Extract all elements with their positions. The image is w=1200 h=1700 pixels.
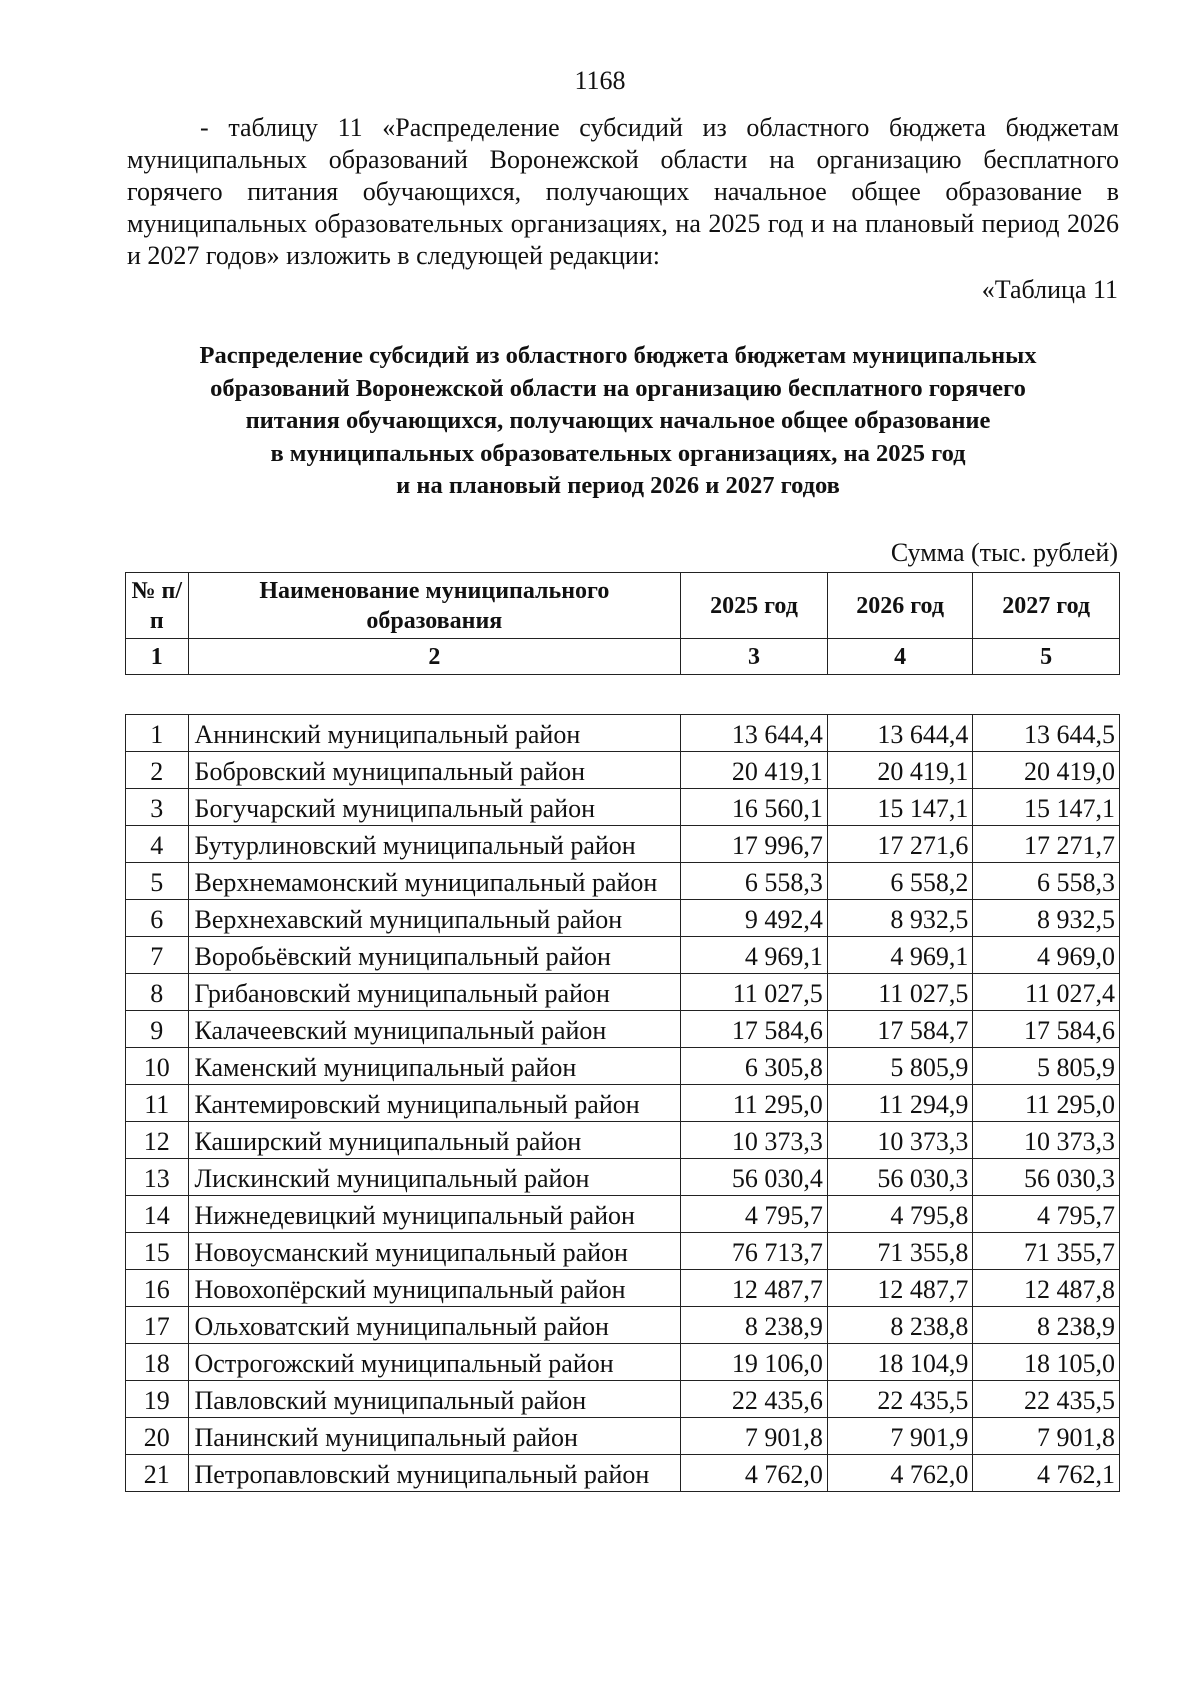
amount-2026: 56 030,3: [827, 1159, 973, 1196]
amount-2026: 4 969,1: [827, 937, 973, 974]
page-number: 1168: [574, 66, 626, 95]
row-number: 7: [126, 937, 189, 974]
subsidy-table: [125, 714, 1120, 1492]
municipality-name: Бобровский муниципальный район: [188, 752, 681, 789]
municipality-name: Каменский муниципальный район: [188, 1048, 681, 1085]
amount-2026: 17 271,6: [827, 826, 973, 863]
amount-2027: 8 238,9: [973, 1307, 1120, 1344]
column-number: 5: [973, 639, 1120, 675]
header-row: [126, 573, 1120, 639]
municipality-name: Грибановский муниципальный район: [188, 974, 681, 1011]
municipality-name: Ольховатский муниципальный район: [188, 1307, 681, 1344]
table-title-line: в муниципальных образовательных организациях, на 2025 год: [270, 439, 966, 467]
amount-2027: 7 901,8: [973, 1418, 1120, 1455]
row-number: 20: [126, 1418, 189, 1455]
column-number-row: [126, 639, 1120, 675]
amount-2027: 18 105,0: [973, 1344, 1120, 1381]
municipality-name: Кантемировский муниципальный район: [188, 1085, 681, 1122]
table-row: [126, 1122, 1120, 1159]
amount-2025: 76 713,7: [681, 1233, 828, 1270]
row-number: 12: [126, 1122, 189, 1159]
row-number: 3: [126, 789, 189, 826]
table-row: [126, 1196, 1120, 1233]
amount-2025: 17 584,6: [681, 1011, 828, 1048]
amount-2027: 5 805,9: [973, 1048, 1120, 1085]
header-2027: 2027 год: [973, 573, 1120, 639]
amount-2026: 4 795,8: [827, 1196, 973, 1233]
row-number: 10: [126, 1048, 189, 1085]
row-number: 6: [126, 900, 189, 937]
row-number: 18: [126, 1344, 189, 1381]
amount-2026: 8 932,5: [827, 900, 973, 937]
municipality-name: Верхнемамонский муниципальный район: [188, 863, 681, 900]
municipality-name: Богучарский муниципальный район: [188, 789, 681, 826]
column-number: 1: [126, 639, 189, 675]
table-row: [126, 1011, 1120, 1048]
amount-2025: 9 492,4: [681, 900, 828, 937]
row-number: 4: [126, 826, 189, 863]
municipality-name: Петропавловский муниципальный район: [188, 1455, 681, 1492]
row-number: 21: [126, 1455, 189, 1492]
row-number: 14: [126, 1196, 189, 1233]
amount-2026: 12 487,7: [827, 1270, 973, 1307]
header-2026: 2026 год: [827, 573, 973, 639]
amount-2026: 4 762,0: [827, 1455, 973, 1492]
amount-2025: 4 762,0: [681, 1455, 828, 1492]
row-number: 11: [126, 1085, 189, 1122]
amount-2025: 22 435,6: [681, 1381, 828, 1418]
municipality-name: Калачеевский муниципальный район: [188, 1011, 681, 1048]
amount-2025: 4 969,1: [681, 937, 828, 974]
amount-2027: 4 969,0: [973, 937, 1120, 974]
amount-2025: 4 795,7: [681, 1196, 828, 1233]
table-title: [115, 340, 1121, 503]
municipality-name: Нижнедевицкий муниципальный район: [188, 1196, 681, 1233]
table-row: [126, 752, 1120, 789]
row-number: 13: [126, 1159, 189, 1196]
municipality-name: Бутурлиновский муниципальный район: [188, 826, 681, 863]
amount-2027: 17 584,6: [973, 1011, 1120, 1048]
amount-2027: 15 147,1: [973, 789, 1120, 826]
amount-2026: 13 644,4: [827, 715, 973, 752]
amount-2025: 8 238,9: [681, 1307, 828, 1344]
amount-2027: 11 295,0: [973, 1085, 1120, 1122]
amount-2027: 6 558,3: [973, 863, 1120, 900]
amount-2025: 16 560,1: [681, 789, 828, 826]
header-2025: 2025 год: [681, 573, 828, 639]
municipality-name: Воробьёвский муниципальный район: [188, 937, 681, 974]
amount-2025: 10 373,3: [681, 1122, 828, 1159]
amount-2026: 5 805,9: [827, 1048, 973, 1085]
amount-2026: 20 419,1: [827, 752, 973, 789]
table-body: [126, 715, 1120, 1492]
amount-2025: 20 419,1: [681, 752, 828, 789]
row-number: 15: [126, 1233, 189, 1270]
table-row: [126, 974, 1120, 1011]
amount-2025: 7 901,8: [681, 1418, 828, 1455]
row-number: 9: [126, 1011, 189, 1048]
amount-2025: 6 558,3: [681, 863, 828, 900]
amount-2025: 56 030,4: [681, 1159, 828, 1196]
table-row: [126, 1048, 1120, 1085]
row-number: 17: [126, 1307, 189, 1344]
table-row: [126, 715, 1120, 752]
table-row: [126, 1233, 1120, 1270]
amount-2026: 11 027,5: [827, 974, 973, 1011]
amount-2025: 13 644,4: [681, 715, 828, 752]
amount-2027: 22 435,5: [973, 1381, 1120, 1418]
row-number: 16: [126, 1270, 189, 1307]
amount-2026: 11 294,9: [827, 1085, 973, 1122]
amount-2025: 6 305,8: [681, 1048, 828, 1085]
amount-2027: 10 373,3: [973, 1122, 1120, 1159]
column-number: 3: [681, 639, 828, 675]
intro-paragraph: - таблицу 11 «Распределение субсидий из областного бюджета бюджетам муниципальных образований Воронежской области на организацию бесплатного горячего питания обучающихся, получающих начальное общее образование в муниципальных образовательных организациях, на 2025 год и на плановый период 2026 и 2027 годов» изложить в следующей редакции:: [127, 113, 1119, 270]
row-number: 19: [126, 1381, 189, 1418]
amount-2027: 71 355,7: [973, 1233, 1120, 1270]
table-title-line: Распределение субсидий из областного бюджета бюджетам муниципальных: [199, 342, 1037, 369]
row-number: 8: [126, 974, 189, 1011]
amount-2025: 11 027,5: [681, 974, 828, 1011]
table-header: [125, 572, 1120, 675]
row-number: 1: [126, 715, 189, 752]
amount-2026: 17 584,7: [827, 1011, 973, 1048]
amount-2025: 12 487,7: [681, 1270, 828, 1307]
row-number: 5: [126, 863, 189, 900]
municipality-name: Острогожский муниципальный район: [188, 1344, 681, 1381]
table-row: [126, 1307, 1120, 1344]
amount-2025: 19 106,0: [681, 1344, 828, 1381]
municipality-name: Новоусманский муниципальный район: [188, 1233, 681, 1270]
amount-2027: 12 487,8: [973, 1270, 1120, 1307]
amount-2027: 4 795,7: [973, 1196, 1120, 1233]
municipality-name: Панинский муниципальный район: [188, 1418, 681, 1455]
table-row: [126, 1381, 1120, 1418]
amount-2027: 13 644,5: [973, 715, 1120, 752]
table-row: [126, 1455, 1120, 1492]
amount-2025: 17 996,7: [681, 826, 828, 863]
amount-2027: 4 762,1: [973, 1455, 1120, 1492]
column-number: 2: [188, 639, 681, 675]
amount-2026: 18 104,9: [827, 1344, 973, 1381]
column-number: 4: [827, 639, 973, 675]
amount-2026: 71 355,8: [827, 1233, 973, 1270]
table-row: [126, 1344, 1120, 1381]
unit-note: Сумма (тыс. рублей): [890, 538, 1118, 567]
table-row: [126, 1085, 1120, 1122]
row-number: 2: [126, 752, 189, 789]
municipality-name: Верхнехавский муниципальный район: [188, 900, 681, 937]
table-row: [126, 900, 1120, 937]
municipality-name: Каширский муниципальный район: [188, 1122, 681, 1159]
table-row: [126, 1270, 1120, 1307]
table-label: «Таблица 11: [981, 275, 1118, 304]
municipality-name: Лискинский муниципальный район: [188, 1159, 681, 1196]
table-title-line: образований Воронежской области на организацию бесплатного горячего: [210, 374, 1026, 402]
table-title-line: и на плановый период 2026 и 2027 годов: [396, 472, 840, 499]
table-row: [126, 937, 1120, 974]
amount-2027: 17 271,7: [973, 826, 1120, 863]
amount-2027: 11 027,4: [973, 974, 1120, 1011]
table-row: [126, 1159, 1120, 1196]
amount-2027: 20 419,0: [973, 752, 1120, 789]
amount-2026: 22 435,5: [827, 1381, 973, 1418]
header-num: № п/п: [126, 573, 189, 639]
header-name: Наименование муниципального образования: [188, 573, 681, 639]
amount-2025: 11 295,0: [681, 1085, 828, 1122]
table-row: [126, 789, 1120, 826]
amount-2026: 15 147,1: [827, 789, 973, 826]
amount-2027: 56 030,3: [973, 1159, 1120, 1196]
table-row: [126, 1418, 1120, 1455]
amount-2027: 8 932,5: [973, 900, 1120, 937]
amount-2026: 6 558,2: [827, 863, 973, 900]
table-title-line: питания обучающихся, получающих начальное общее образование: [245, 407, 991, 434]
table-row: [126, 826, 1120, 863]
municipality-name: Новохопёрский муниципальный район: [188, 1270, 681, 1307]
amount-2026: 7 901,9: [827, 1418, 973, 1455]
municipality-name: Павловский муниципальный район: [188, 1381, 681, 1418]
amount-2026: 8 238,8: [827, 1307, 973, 1344]
municipality-name: Аннинский муниципальный район: [188, 715, 681, 752]
table-row: [126, 863, 1120, 900]
amount-2026: 10 373,3: [827, 1122, 973, 1159]
